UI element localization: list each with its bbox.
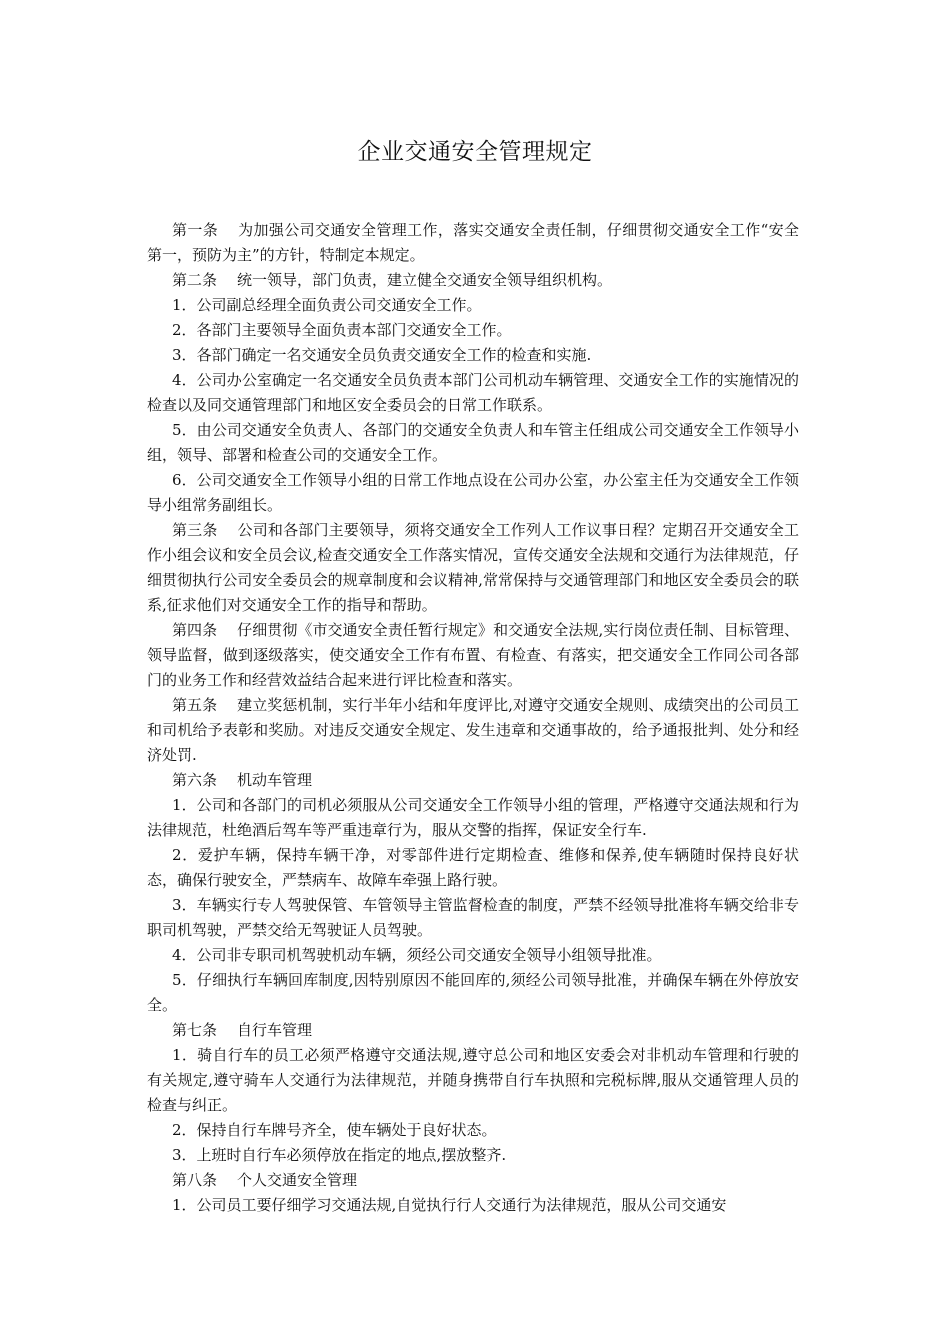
article-paragraph: [147, 768, 799, 793]
clause-paragraph: [147, 1043, 799, 1118]
article-number: 第七条: [172, 1021, 218, 1039]
article-paragraph: [147, 518, 799, 618]
article-number: 第八条: [172, 1171, 218, 1189]
paragraph-text: 公司和各部门主要领导，须将交通安全工作列人工作议事日程？定期召开交通安全工作小组会议和安全员会议,检查交通安全工作落实情况，宣传交通安全法规和交通行为法律规范，仔细贯彻执行公司安全委员会的规章制度和会议精神,常常保持与交通管理部门和地区安全委员会的联系,征求他们对交通安全工作的指导和帮助。: [147, 521, 799, 614]
clause-paragraph: [147, 1118, 799, 1143]
article-paragraph: [147, 218, 799, 268]
paragraph-text: 1．公司和各部门的司机必须服从公司交通安全工作领导小组的管理，严格遵守交通法规和行为法律规范，杜绝酒后驾车等严重违章行为，服从交警的指挥，保证安全行车.: [147, 796, 799, 839]
paragraph-text: 自行车管理: [237, 1021, 313, 1039]
paragraph-text: 2．爱护车辆，保持车辆干净，对零部件进行定期检查、维修和保养,使车辆随时保持良好状态，确保行驶安全，严禁病车、故障车牵强上路行驶。: [147, 846, 799, 889]
clause-paragraph: [147, 793, 799, 843]
paragraph-text: 个人交通安全管理: [237, 1171, 358, 1189]
paragraph-text: 3．各部门确定一名交通安全员负责交通安全工作的检查和实施.: [172, 346, 592, 364]
clause-paragraph: [147, 893, 799, 943]
document-body: [147, 218, 799, 1218]
paragraph-text: 为加强公司交通安全管理工作，落实交通安全责任制，仔细贯彻交通安全工作“安全第一，预防为主”的方针，特制定本规定。: [147, 221, 799, 264]
document-title: 企业交通安全管理规定: [357, 139, 593, 165]
article-paragraph: [147, 1018, 799, 1043]
article-number: 第六条: [172, 771, 218, 789]
paragraph-text: 4．公司办公室确定一名交通安全员负责本部门公司机动车辆管理、交通安全工作的实施情况的检查以及同交通管理部门和地区安全委员会的日常工作联系。: [147, 371, 799, 414]
article-number: 第五条: [172, 696, 218, 714]
paragraph-text: 5．仔细执行车辆回库制度,因特别原因不能回库的,须经公司领导批准，并确保车辆在外停放安全。: [147, 971, 799, 1014]
article-paragraph: [147, 693, 799, 768]
paragraph-text: 5．由公司交通安全负责人、各部门的交通安全负责人和车管主任组成公司交通安全工作领导小组，领导、部署和检查公司的交通安全工作。: [147, 421, 799, 464]
article-paragraph: [147, 1168, 799, 1193]
clause-paragraph: [147, 943, 799, 968]
clause-paragraph: [147, 468, 799, 518]
paragraph-text: 1．骑自行车的员工必须严格遵守交通法规,遵守总公司和地区安委会对非机动车管理和行驶的有关规定,遵守骑车人交通行为法律规范，并随身携带自行车执照和完税标牌,服从交通管理人员的检查与纠正。: [147, 1046, 799, 1114]
paragraph-text: 1．公司员工要仔细学习交通法规,自觉执行行人交通行为法律规范，服从公司交通安: [172, 1196, 727, 1214]
paragraph-text: 机动车管理: [237, 771, 313, 789]
article-number: 第二条: [172, 271, 218, 289]
clause-paragraph: [147, 418, 799, 468]
clause-paragraph: [147, 368, 799, 418]
paragraph-text: 4．公司非专职司机驾驶机动车辆，须经公司交通安全领导小组领导批准。: [172, 946, 662, 964]
clause-paragraph: [147, 343, 799, 368]
paragraph-text: 统一领导，部门负责，建立健全交通安全领导组织机构。: [237, 271, 613, 289]
paragraph-text: 2．保持自行车牌号齐全，使车辆处于良好状态。: [172, 1121, 497, 1139]
clause-paragraph: [147, 1193, 799, 1218]
paragraph-text: 建立奖惩机制，实行半年小结和年度评比,对遵守交通安全规则、成绩突出的公司员工和司机给予表彰和奖励。对违反交通安全规定、发生违章和交通事故的，给予通报批判、处分和经济处罚.: [147, 696, 799, 764]
article-paragraph: [147, 268, 799, 293]
article-number: 第一条: [172, 221, 219, 239]
paragraph-text: 3．上班时自行车必须停放在指定的地点,摆放整齐.: [172, 1146, 507, 1164]
clause-paragraph: [147, 968, 799, 1018]
paragraph-text: 1．公司副总经理全面负责公司交通安全工作。: [172, 296, 482, 314]
article-number: 第三条: [172, 521, 218, 539]
article-paragraph: [147, 618, 799, 693]
paragraph-text: 仔细贯彻《市交通安全责任暂行规定》和交通安全法规,实行岗位责任制、目标管理、领导监督，做到逐级落实，使交通安全工作有布置、有检查、有落实，把交通安全工作同公司各部门的业务工作和经营效益结合起来进行评比检查和落实。: [147, 621, 799, 689]
clause-paragraph: [147, 1143, 799, 1168]
clause-paragraph: [147, 843, 799, 893]
clause-paragraph: [147, 318, 799, 343]
paragraph-text: 2．各部门主要领导全面负责本部门交通安全工作。: [172, 321, 512, 339]
paragraph-text: 6．公司交通安全工作领导小组的日常工作地点设在公司办公室，办公室主任为交通安全工作领导小组常务副组长。: [147, 471, 799, 514]
clause-paragraph: [147, 293, 799, 318]
article-number: 第四条: [172, 621, 218, 639]
paragraph-text: 3．车辆实行专人驾驶保管、车管领导主管监督检查的制度，严禁不经领导批准将车辆交给非专职司机驾驶，严禁交给无驾驶证人员驾驶。: [147, 896, 799, 939]
